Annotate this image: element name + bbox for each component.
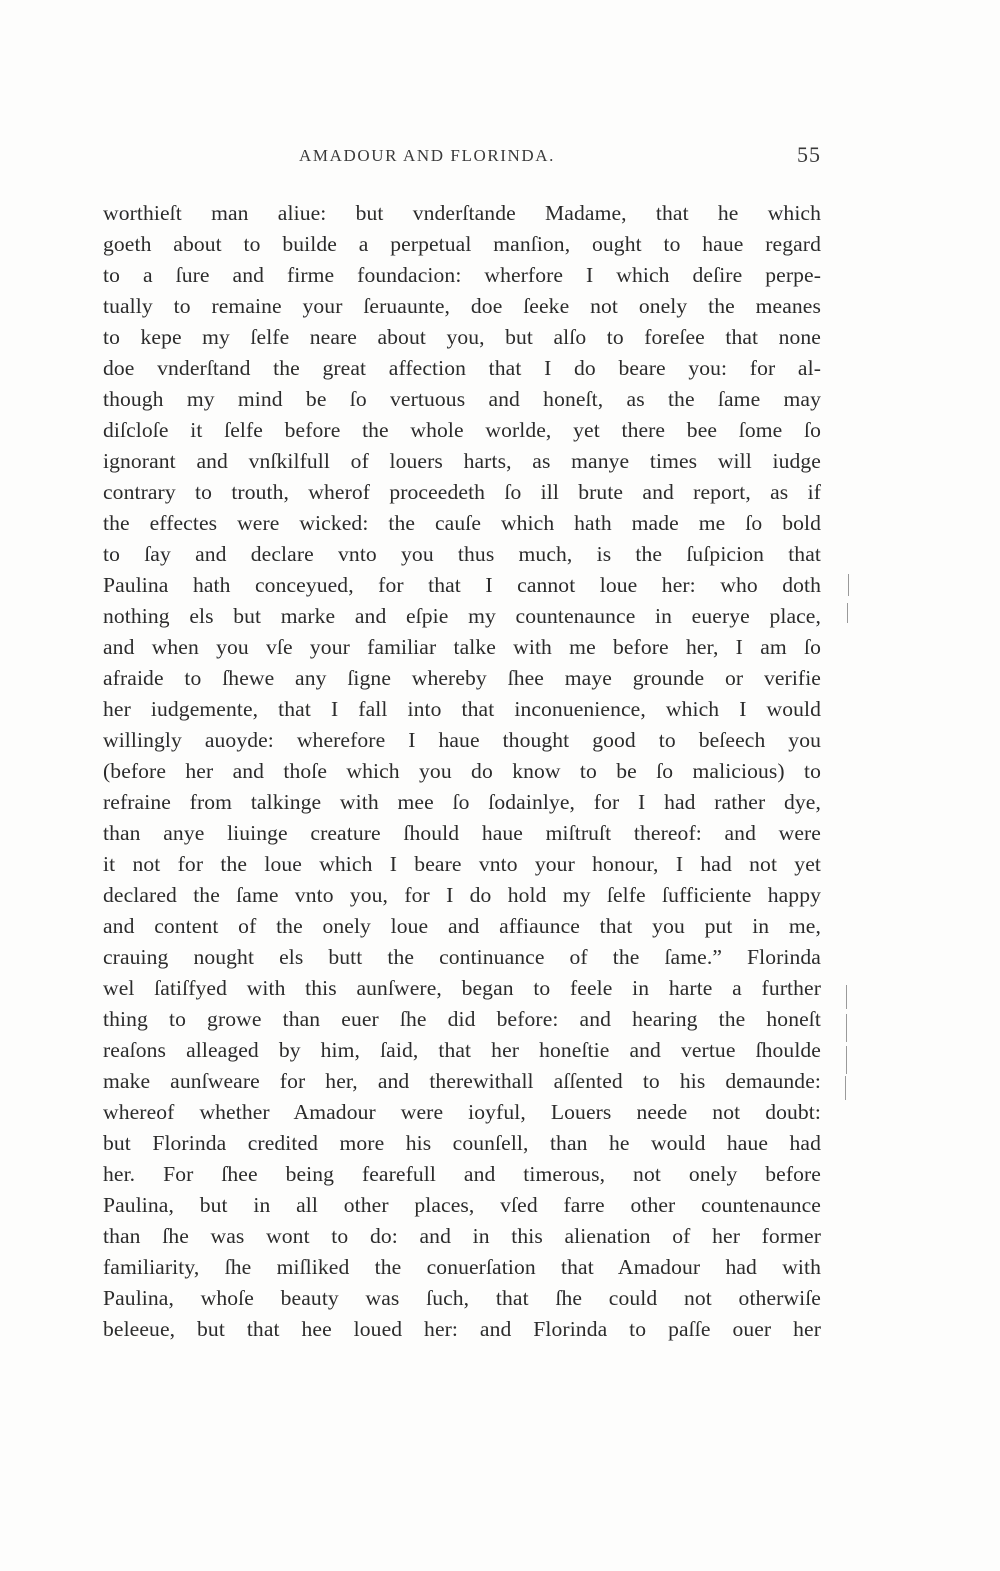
text-line: ignorant and vnſkilfull of louers harts, as manye times will iudge bbox=[103, 449, 821, 473]
text-line: worthieſt man aliue: but vnderſtande Madame, that he which bbox=[103, 201, 821, 225]
text-line: nothing els but marke and eſpie my countenaunce in euerye place, bbox=[103, 604, 821, 628]
text-line: refraine from talkinge with mee ſo ſodainlye, for I had rather dye, bbox=[103, 790, 821, 814]
text-line: it not for the loue which I beare vnto your honour, I had not yet bbox=[103, 852, 821, 876]
text-line: familiarity, ſhe miſliked the conuerſation that Amadour had with bbox=[103, 1255, 821, 1279]
text-line: Paulina, whoſe beauty was ſuch, that ſhe could not otherwiſe bbox=[103, 1286, 821, 1310]
text-line: thing to growe than euer ſhe did before: and hearing the honeſt bbox=[103, 1007, 821, 1031]
text-line: to kepe my ſelfe neare about you, but alſo to foreſee that none bbox=[103, 325, 821, 349]
page-number: 55 bbox=[797, 142, 821, 167]
text-line: the effectes were wicked: the cauſe which hath made me ſo bold bbox=[103, 511, 821, 535]
text-line: Paulina hath conceyued, for that I cannot loue her: who doth bbox=[103, 573, 821, 597]
text-line: doe vnderſtand the great affection that I do beare you: for al- bbox=[103, 356, 821, 380]
text-line: but Florinda credited more his counſell, than he would haue had bbox=[103, 1131, 821, 1155]
text-line: than anye liuinge creature ſhould haue miſtruſt thereof: and were bbox=[103, 821, 821, 845]
text-line: diſcloſe it ſelfe before the whole worlde, yet there bee ſome ſo bbox=[103, 418, 821, 442]
margin-mark bbox=[848, 574, 849, 596]
text-line: wel ſatiſfyed with this aunſwere, began to feele in harte a further bbox=[103, 976, 821, 1000]
text-line: make aunſweare for her, and therewithall aſſented to his demaunde: bbox=[103, 1069, 821, 1093]
running-head bbox=[103, 142, 821, 174]
text-line: willingly auoyde: wherefore I haue thought good to beſeech you bbox=[103, 728, 821, 752]
text-line: (before her and thoſe which you do know to be ſo malicious) to bbox=[103, 759, 821, 783]
text-line: her. For ſhee being fearefull and timerous, not onely before bbox=[103, 1162, 821, 1186]
text-line: goeth about to builde a perpetual manſion, ought to haue regard bbox=[103, 232, 821, 256]
margin-mark bbox=[845, 1076, 846, 1100]
text-line: and content of the onely loue and affiaunce that you put in me, bbox=[103, 914, 821, 938]
text-line: afraide to ſhewe any ſigne whereby ſhee maye grounde or verifie bbox=[103, 666, 821, 690]
text-line: tually to remaine your ſeruaunte, doe ſeeke not onely the meanes bbox=[103, 294, 821, 318]
text-line: her iudgemente, that I fall into that inconuenience, which I would bbox=[103, 697, 821, 721]
margin-mark bbox=[846, 985, 847, 1009]
text-line: contrary to trouth, wherof proceedeth ſo ill brute and report, as if bbox=[103, 480, 821, 504]
text-line: than ſhe was wont to do: and in this alienation of her former bbox=[103, 1224, 821, 1248]
text-line: crauing nought els butt the continuance of the ſame.” Florinda bbox=[103, 945, 821, 969]
text-line: beleeue, but that hee loued her: and Florinda to paſſe ouer her bbox=[103, 1317, 821, 1341]
text-line: whereof whether Amadour were ioyful, Louers neede not doubt: bbox=[103, 1100, 821, 1124]
text-line: to a ſure and firme foundacion: wherfore I which deſire perpe- bbox=[103, 263, 821, 287]
running-title: AMADOUR AND FLORINDA. bbox=[299, 146, 556, 165]
body-text bbox=[103, 198, 821, 1345]
text-line: reaſons alleaged by him, ſaid, that her honeſtie and vertue ſhoulde bbox=[103, 1038, 821, 1062]
text-line: declared the ſame vnto you, for I do hold my ſelfe ſufficiente happy bbox=[103, 883, 821, 907]
text-line: and when you vſe your familiar talke with me before her, I am ſo bbox=[103, 635, 821, 659]
text-line: Paulina, but in all other places, vſed farre other countenaunce bbox=[103, 1193, 821, 1217]
margin-mark bbox=[846, 1046, 847, 1074]
text-line: though my mind be ſo vertuous and honeſt, as the ſame may bbox=[103, 387, 821, 411]
text-line: to ſay and declare vnto you thus much, is the ſuſpicion that bbox=[103, 542, 821, 566]
margin-mark bbox=[846, 1014, 847, 1042]
margin-mark bbox=[847, 603, 848, 623]
